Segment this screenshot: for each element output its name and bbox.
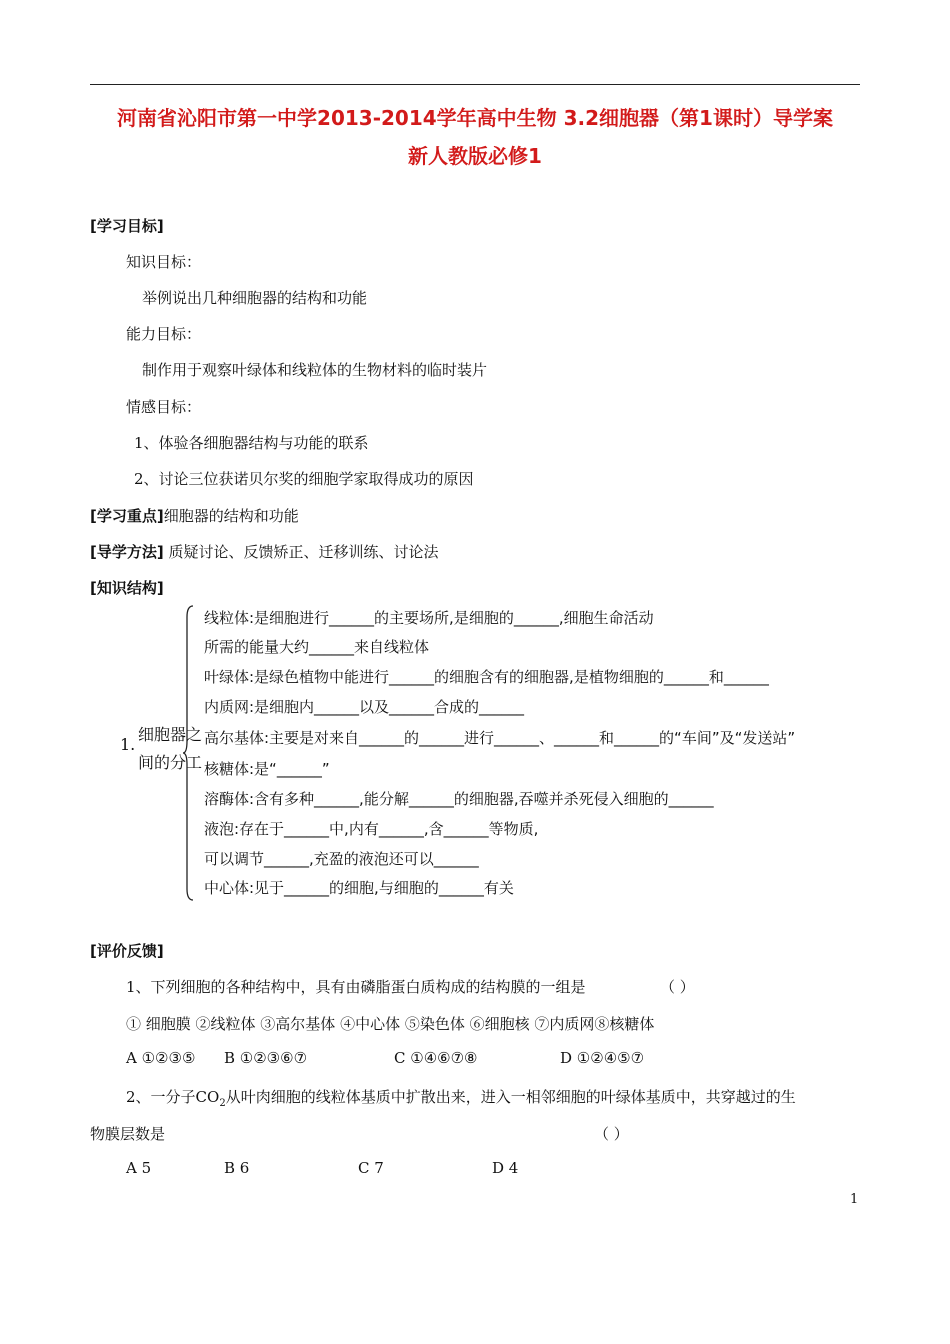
question-2-text-end: 从叶肉细胞的线粒体基质中扩散出来，进入一相邻细胞的叶绿体基质中，共穿越过的生 [225,1088,796,1106]
question-1-option-a: A ①②③⑤ [126,1049,196,1067]
method-text: 质疑讨论、反馈矫正、迁移训练、讨论法 [163,543,439,561]
ability-goal-item: 制作用于观察叶绿体和线粒体的生物材料的临时装片 [142,361,488,379]
method-row [90,541,439,562]
focus-text: 细胞器的结构和功能 [163,507,299,525]
method-heading: [导学方法] [90,543,164,561]
structure-line: 高尔基体:主要是对来自______的______进行______、______和______的“车间”及“发送站” [204,729,796,747]
structure-line: 溶酶体:含有多种______,能分解______的细胞器,吞噬并杀死侵入细胞的______ [204,790,714,808]
organelle-label-line-1: 细胞器之 [138,725,203,744]
question-2-option-b: B 6 [224,1159,250,1177]
structure-line: 线粒体:是细胞进行______的主要场所,是细胞的______,细胞生命活动 [204,609,654,627]
question-1-items: ① 细胞膜 ②线粒体 ③高尔基体 ④中心体 ⑤染色体 ⑥细胞核 ⑦内质网⑧核糖体 [126,1015,655,1033]
page-number: 1 [850,1192,859,1207]
document-title-line-1: 河南省沁阳市第一中学2013-2014学年高中生物 3.2细胞器（第1课时）导学案 [117,106,833,130]
knowledge-structure-diagram [116,603,806,903]
ability-goal-label: 能力目标： [126,325,202,343]
question-1-answer-paren: （ ） [660,978,695,996]
organelle-label-line-2: 间的分工 [138,753,203,772]
knowledge-goal-item: 举例说出几种细胞器的结构和功能 [142,289,368,307]
question-2-option-a: A 5 [126,1159,152,1177]
structure-line: 核糖体:是“______” [204,760,330,778]
curly-brace [182,605,194,901]
structure-heading: [知识结构] [90,579,164,597]
structure-line: 内质网:是细胞内______以及______合成的______ [204,698,525,716]
knowledge-goal-label: 知识目标： [126,253,202,271]
question-2 [126,1086,796,1109]
structure-line: 所需的能量大约______来自线粒体 [204,638,430,656]
question-2-answer-paren: （ ） [594,1125,629,1143]
feedback-heading: [评价反馈] [90,942,164,960]
header-rule [90,84,860,85]
structure-line: 液泡:存在于______中,内有______,含______等物质, [204,820,539,838]
question-2-line-2: 物膜层数是 [90,1125,166,1143]
document-title-line-2: 新人教版必修1 [408,144,542,168]
structure-line: 叶绿体:是绿色植物中能进行______的细胞含有的细胞器,是植物细胞的______和______ [204,668,769,686]
question-1-option-c: C ①④⑥⑦⑧ [394,1049,478,1067]
question-1-option-b: B ①②③⑥⑦ [224,1049,308,1067]
focus-row [90,505,299,526]
emotion-goal-label: 情感目标： [126,398,202,416]
question-1-option-d: D ①②④⑤⑦ [560,1049,645,1067]
structure-line: 中心体:见于______的细胞,与细胞的______有关 [204,879,514,897]
goals-heading: [学习目标] [90,217,164,235]
structure-line: 可以调节______,充盈的液泡还可以______ [204,850,479,868]
question-2-text-start: 2、一分子CO [126,1088,220,1106]
structure-item-number: 1. [120,735,136,754]
emotion-goal-item: 1、体验各细胞器结构与功能的联系 [134,434,369,452]
question-2-subscript: 2 [219,1098,226,1109]
focus-heading: [学习重点] [90,507,164,525]
question-1: 1、下列细胞的各种结构中，具有由磷脂蛋白质构成的结构膜的一组是 [126,978,586,996]
emotion-goal-item: 2、讨论三位获诺贝尔奖的细胞学家取得成功的原因 [134,470,474,488]
question-2-option-d: D 4 [492,1159,519,1177]
question-2-option-c: C 7 [358,1159,384,1177]
